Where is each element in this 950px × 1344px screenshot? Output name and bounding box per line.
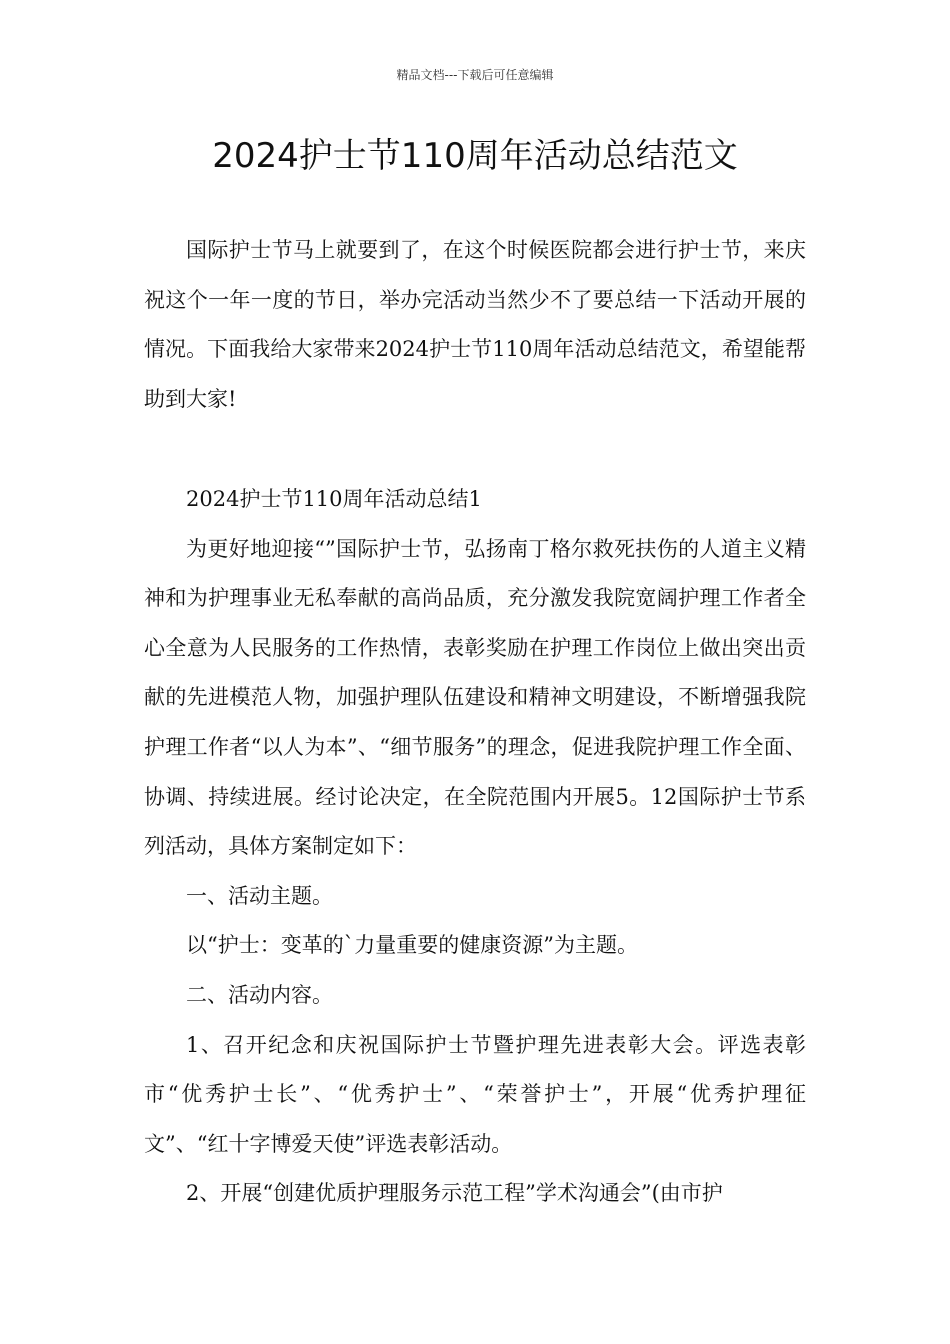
intro-paragraph: 国际护士节马上就要到了，在这个时候医院都会进行护士节，来庆祝这个一年一度的节日，举办完活动当然少不了要总结一下活动开展的情况。下面我给大家带来2024护士节110周年活动总结范文，希望能帮助到大家! xyxy=(144,238,806,411)
section-1 xyxy=(144,475,806,1219)
paragraph-intro: 为更好地迎接“”国际护士节，弘扬南丁格尔救死扶伤的人道主义精神和为护理事业无私奉献的高尚品质，充分激发我院宽阔护理工作者全心全意为人民服务的工作热情，表彰奖励在护理工作岗位上做出突出贡献的先进模范人物，加强护理队伍建设和精神文明建设，不断增强我院护理工作者“以人为本”、“细节服务”的理念，促进我院护理工作全面、协调、持续进展。经讨论决定，在全院范围内开展5。12国际护士节系列活动，具体方案制定如下： xyxy=(144,536,806,859)
paragraph-theme-heading: 一、活动主题。 xyxy=(186,883,333,908)
paragraph-content-heading: 二、活动内容。 xyxy=(186,982,333,1007)
document-title: 2024护士节110周年活动总结范文 xyxy=(212,136,738,176)
header-note: 精品文档---下载后可任意编辑 xyxy=(396,68,554,82)
paragraph-item-1: 1、召开纪念和庆祝国际护士节暨护理先进表彰大会。评选表彰市“优秀护士长”、“优秀护士”、“荣誉护士”，开展“优秀护理征文”、“红十字博爱天使”评选表彰活动。 xyxy=(144,1032,806,1156)
section-heading: 2024护士节110周年活动总结1 xyxy=(186,487,482,511)
intro-block xyxy=(144,226,806,424)
paragraph-theme: 以“护士：变革的`力量重要的健康资源”为主题。 xyxy=(186,933,638,958)
paragraph-item-2: 2、开展“创建优质护理服务示范工程”学术沟通会”(由市护 xyxy=(186,1181,723,1206)
